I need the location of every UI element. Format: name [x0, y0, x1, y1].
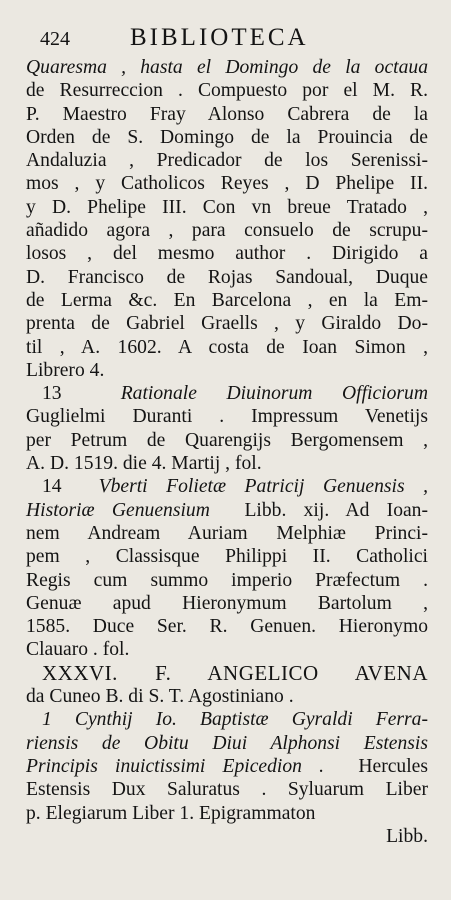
page-body — [26, 56, 428, 848]
text-segment: Hercules — [358, 755, 428, 777]
text-line: añadido agora , para consuelo de scrupu- — [26, 220, 428, 242]
text-line: de Resurreccion . Compuesto por el M. R. — [26, 80, 428, 102]
text-line: nem Andream Auriam Melphiæ Princi- — [26, 522, 428, 544]
text-line — [26, 499, 428, 522]
text-line: prenta de Gabriel Graells , y Giraldo Do- — [26, 313, 428, 335]
author-heading: XXXVI. F. ANGELICO AVENA — [42, 660, 428, 685]
entry-title: Historiæ Genuensium — [26, 499, 210, 521]
text-line: D. Francisco de Rojas Sandoual, Duque — [26, 266, 428, 288]
text-line: Guglielmi Duranti . Impressum Venetijs — [26, 406, 428, 428]
entry-title: Principis inuictissimi Epicedion . — [26, 755, 325, 777]
entry-line — [26, 382, 428, 405]
text-line: Genuæ apud Hieronymum Bartolum , — [26, 592, 428, 614]
text-line: da Cuneo B. di S. T. Agostiniano . — [26, 686, 294, 708]
text-line: mos , y Catholicos Reyes , D Phelipe II. — [26, 173, 428, 195]
text-line: Librero 4. — [26, 359, 105, 381]
running-title: BIBLIOTECA — [130, 24, 309, 51]
entry-number: 14 — [42, 476, 62, 498]
text-line: A. D. 1519. die 4. Martij , fol. — [26, 453, 262, 475]
catchword: Libb. — [386, 825, 428, 847]
entry-line: 1 Cynthij Io. Baptistæ Gyraldi Ferra- — [42, 709, 428, 731]
entry-title: Vberti Folietæ Patricij Genuensis , — [98, 476, 428, 498]
text-line: Andaluzia , Predicador de los Serenissi- — [26, 150, 428, 172]
text-line: losos , del mesmo author . Dirigido a — [26, 243, 428, 265]
text-line: per Petrum de Quarengijs Bergomensem , — [26, 429, 428, 451]
text-line: Quaresma , hasta el Domingo de la octaua — [26, 57, 428, 78]
text-line: riensis de Obitu Diui Alphonsi Estensis — [26, 732, 428, 754]
text-line: de Lerma &c. En Barcelona , en la Em- — [26, 289, 428, 311]
entry-title: Rationale Diuinorum Officiorum — [120, 383, 428, 405]
text-line: Clauaro . fol. — [26, 639, 130, 661]
text-line: p. Elegiarum Liber 1. Epigrammaton — [26, 802, 316, 824]
entry-line — [26, 475, 428, 498]
text-line: pem , Classisque Philippi II. Catholici — [26, 546, 428, 568]
text-line: til , A. 1602. A costa de Ioan Simon , — [26, 336, 428, 358]
text-line: Regis cum summo imperio Præfectum . — [26, 569, 428, 591]
text-line: y D. Phelipe III. Con vn breue Tratado , — [26, 196, 428, 218]
text-segment: Libb. xij. Ad Ioan- — [244, 499, 429, 521]
entry-number: 13 — [42, 383, 62, 405]
text-line: Orden de S. Domingo de la Prouincia de — [26, 126, 428, 148]
page-header — [0, 24, 451, 54]
text-line: P. Maestro Fray Alonso Cabrera de la — [26, 103, 428, 125]
page-number: 424 — [40, 28, 70, 50]
text-line: Estensis Dux Saluratus . Syluarum Liber — [26, 779, 428, 801]
text-line — [26, 755, 428, 778]
text-line: 1585. Duce Ser. R. Genuen. Hieronymo — [26, 616, 428, 638]
